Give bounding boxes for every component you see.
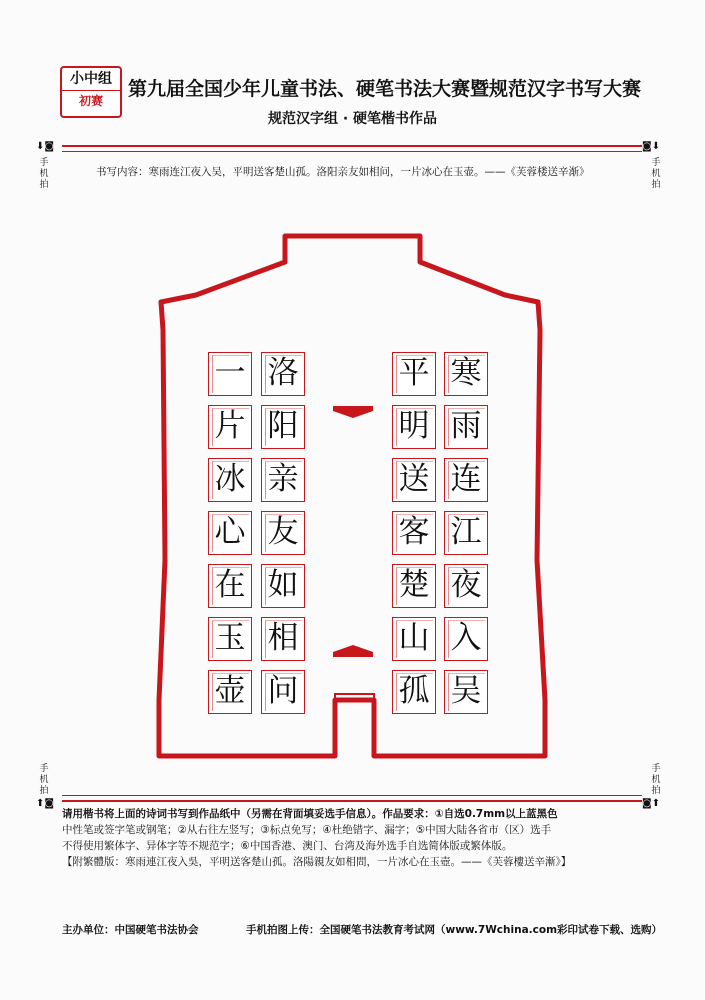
character-cell: 山 bbox=[392, 617, 436, 661]
instructions-line: 请用楷书将上面的诗词书写到作品纸中（另需在背面填妥选手信息）。作品要求：①自选0.7mm以上蓝黑色 bbox=[62, 808, 558, 820]
character-cell: 寒 bbox=[444, 352, 488, 396]
organizer-text: 主办单位：中国硬笔书法协会 bbox=[62, 924, 199, 936]
writing-content-line: 书写内容：寒雨连江夜入吴，平明送客楚山孤。洛阳亲友如相问，一片冰心在玉壶。——《芙蓉楼送辛渐》 bbox=[96, 166, 590, 178]
character-cell: 送 bbox=[392, 458, 436, 502]
character-cell: 友 bbox=[261, 511, 305, 555]
camera-icon: ◙⬇ bbox=[642, 141, 661, 152]
character-cell: 洛 bbox=[261, 352, 305, 396]
character-cell: 壶 bbox=[208, 670, 252, 714]
side-label-top-right: 手机拍 bbox=[651, 158, 661, 190]
traditional-version-line: 【附繁體版：寒雨連江夜入吳，平明送客楚山孤。洛陽親友如相問，一片冰心在玉壺。——《芙蓉樓送辛漸》】 bbox=[62, 856, 572, 868]
page-title: 第九届全国少年儿童书法、硬笔书法大赛暨规范汉字书写大赛 bbox=[128, 78, 642, 100]
upload-text: 手机拍图上传：全国硬笔书法教育考试网（www.7Wchina.com彩印试卷下载、选购） bbox=[246, 924, 663, 936]
camera-icon: ⬇◙ bbox=[36, 141, 55, 152]
character-cell: 一 bbox=[208, 352, 252, 396]
character-cell: 如 bbox=[261, 564, 305, 608]
character-cell: 楚 bbox=[392, 564, 436, 608]
character-cell: 片 bbox=[208, 405, 252, 449]
character-cell: 江 bbox=[444, 511, 488, 555]
character-cell: 相 bbox=[261, 617, 305, 661]
character-cell: 连 bbox=[444, 458, 488, 502]
character-cell: 吴 bbox=[444, 670, 488, 714]
character-cell: 孤 bbox=[392, 670, 436, 714]
side-label-bottom-right: 手机拍 bbox=[651, 764, 661, 796]
instructions-line: 不得使用繁体字、异体字等不规范字；⑥中国香港、澳门、台湾及海外选手自选简体版或繁体版。 bbox=[62, 840, 513, 852]
ornament-icon bbox=[333, 406, 373, 418]
camera-icon: ◙⬆ bbox=[642, 798, 661, 809]
character-cell: 雨 bbox=[444, 405, 488, 449]
instructions-block bbox=[62, 806, 642, 870]
badge-group-label: 小中组 bbox=[62, 68, 120, 91]
character-cell: 夜 bbox=[444, 564, 488, 608]
camera-icon: ⬆◙ bbox=[36, 798, 55, 809]
character-cell: 问 bbox=[261, 670, 305, 714]
page-subtitle: 规范汉字组 · 硬笔楷书作品 bbox=[267, 111, 438, 127]
character-cell: 平 bbox=[392, 352, 436, 396]
character-cell: 玉 bbox=[208, 617, 252, 661]
side-label-top-left: 手机拍 bbox=[39, 158, 49, 190]
character-cell: 在 bbox=[208, 564, 252, 608]
badge-round-label: 初赛 bbox=[78, 94, 103, 108]
character-cell: 明 bbox=[392, 405, 436, 449]
character-cell: 客 bbox=[392, 511, 436, 555]
ornament-icon bbox=[333, 645, 373, 657]
side-label-bottom-left: 手机拍 bbox=[39, 764, 49, 796]
instructions-line: 中性笔或签字笔或钢笔；②从右往左竖写；③标点免写；④杜绝错字、漏字；⑤中国大陆各省市（区）选手 bbox=[62, 824, 552, 836]
character-cell: 亲 bbox=[261, 458, 305, 502]
character-cell: 冰 bbox=[208, 458, 252, 502]
character-cell: 心 bbox=[208, 511, 252, 555]
character-cell: 入 bbox=[444, 617, 488, 661]
character-cell: 阳 bbox=[261, 405, 305, 449]
